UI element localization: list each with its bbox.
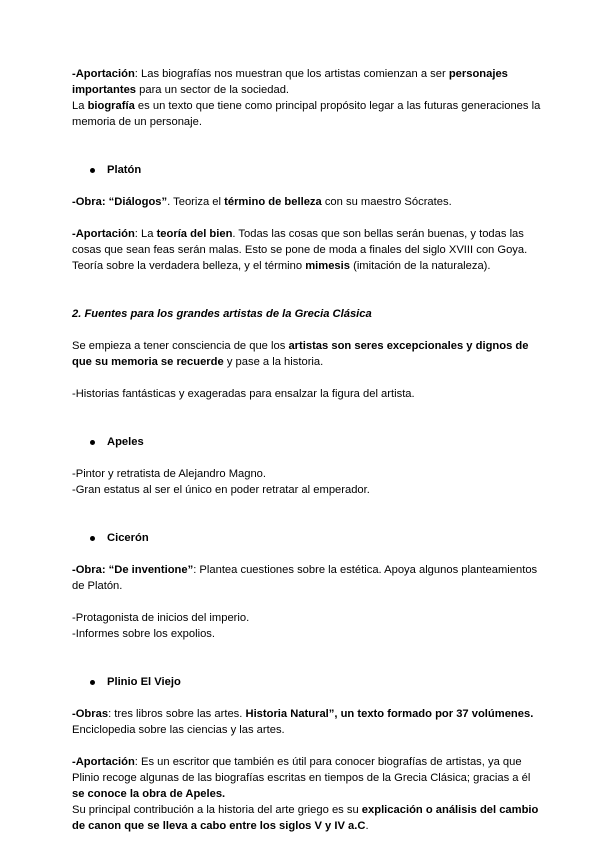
text: y pase a la historia. — [223, 356, 324, 368]
text: (imitación de la naturaleza). — [349, 260, 491, 272]
ciceron-line-1: -Protagonista de inicios del imperio. — [72, 612, 250, 624]
bullet-dot-icon — [90, 680, 95, 685]
label-aportacion: -Aportación — [72, 228, 135, 240]
text: con su maestro Sócrates. — [321, 196, 452, 208]
platon-aportacion-paragraph — [72, 226, 542, 274]
aportacion-biografias-paragraph — [72, 66, 542, 98]
bullet-title: Platón — [107, 164, 142, 176]
bullet-dot-icon — [90, 440, 95, 445]
ciceron-line-2: -Informes sobre los expolios. — [72, 628, 216, 640]
apeles-line-2: -Gran estatus al ser el único en poder retratar al emperador. — [72, 484, 370, 496]
section-2-heading: 2. Fuentes para los grandes artistas de la Grecia Clásica — [72, 308, 372, 320]
bullet-plinio — [72, 674, 542, 690]
bold-text: artistas son seres excepcionales y dignos de que su memoria se recuerde — [72, 340, 529, 368]
bold-text: Historia Natural”, un texto formado por 37 volúmenes. — [245, 708, 534, 720]
bold-text: mimesis — [305, 260, 350, 272]
bullet-ciceron — [72, 530, 542, 546]
plinio-obras-paragraph — [72, 706, 542, 738]
text: . Todas las cosas que son bellas serán buenas, y todas las cosas que sean feas serán malas. Esto se pone de moda a finales del siglo XVIII con Goya. Teoría sobre la verdadera belleza, y el término — [72, 228, 528, 272]
section-2-historias-line: -Historias fantásticas y exageradas para ensalzar la figura del artista. — [72, 388, 415, 400]
platon-obra-paragraph — [72, 194, 542, 210]
apeles-line-1: -Pintor y retratista de Alejandro Magno. — [72, 468, 267, 480]
text: para un sector de la sociedad. — [136, 84, 290, 96]
biografia-definition-paragraph — [72, 98, 542, 130]
text: : Es un escritor que también es útil para conocer biografías de artistas, ya que Plinio recoge algunas de las biografías escritas en tiempos de la Grecia Clásica; gracias a él — [72, 756, 531, 784]
bullet-dot-icon — [90, 168, 95, 173]
text: . — [365, 820, 369, 832]
plinio-contribucion-paragraph — [72, 802, 542, 834]
text: es un texto que tiene como principal propósito legar a las futuras generaciones la memoria de un personaje. — [72, 100, 541, 128]
bullet-title: Cicerón — [107, 532, 149, 544]
text: : Las biografías nos muestran que los artistas comienzan a ser — [134, 68, 449, 80]
text: : tres libros sobre las artes. — [108, 708, 246, 720]
bullet-platon — [72, 162, 542, 178]
text: : La — [134, 228, 157, 240]
label-aportacion: -Aportación — [72, 68, 135, 80]
text: Se empieza a tener consciencia de que los — [72, 340, 289, 352]
text: . Teoriza el — [167, 196, 225, 208]
text: La — [72, 100, 88, 112]
bullet-title: Apeles — [107, 436, 144, 448]
bold-text: explicación o análisis del cambio de canon que se lleva a cabo entre los siglos V y IV a.C — [72, 804, 539, 832]
document-page — [72, 66, 542, 834]
section-2-intro-paragraph — [72, 338, 542, 370]
label-aportacion: -Aportación — [72, 756, 135, 768]
ciceron-obra-paragraph — [72, 562, 542, 594]
bold-text: personajes importantes — [72, 68, 508, 96]
text: Enciclopedia sobre las ciencias y las artes. — [72, 724, 285, 736]
plinio-aportacion-paragraph — [72, 754, 542, 802]
bold-text: teoría del bien — [156, 228, 233, 240]
bold-text: biografía — [87, 100, 135, 112]
bullet-dot-icon — [90, 536, 95, 541]
text: : Plantea cuestiones sobre la estética. Apoya algunos planteamientos de Platón. — [72, 564, 538, 592]
bullet-title: Plinio El Viejo — [107, 676, 181, 688]
label-obra: -Obra: “De inventione” — [72, 564, 194, 576]
label-obras: -Obras — [72, 708, 109, 720]
bullet-apeles — [72, 434, 542, 450]
bold-text: término de belleza — [224, 196, 322, 208]
bold-text: se conoce la obra de Apeles. — [72, 788, 226, 800]
label-obra: -Obra: “Diálogos” — [72, 196, 168, 208]
text: Su principal contribución a la historia del arte griego es su — [72, 804, 362, 816]
